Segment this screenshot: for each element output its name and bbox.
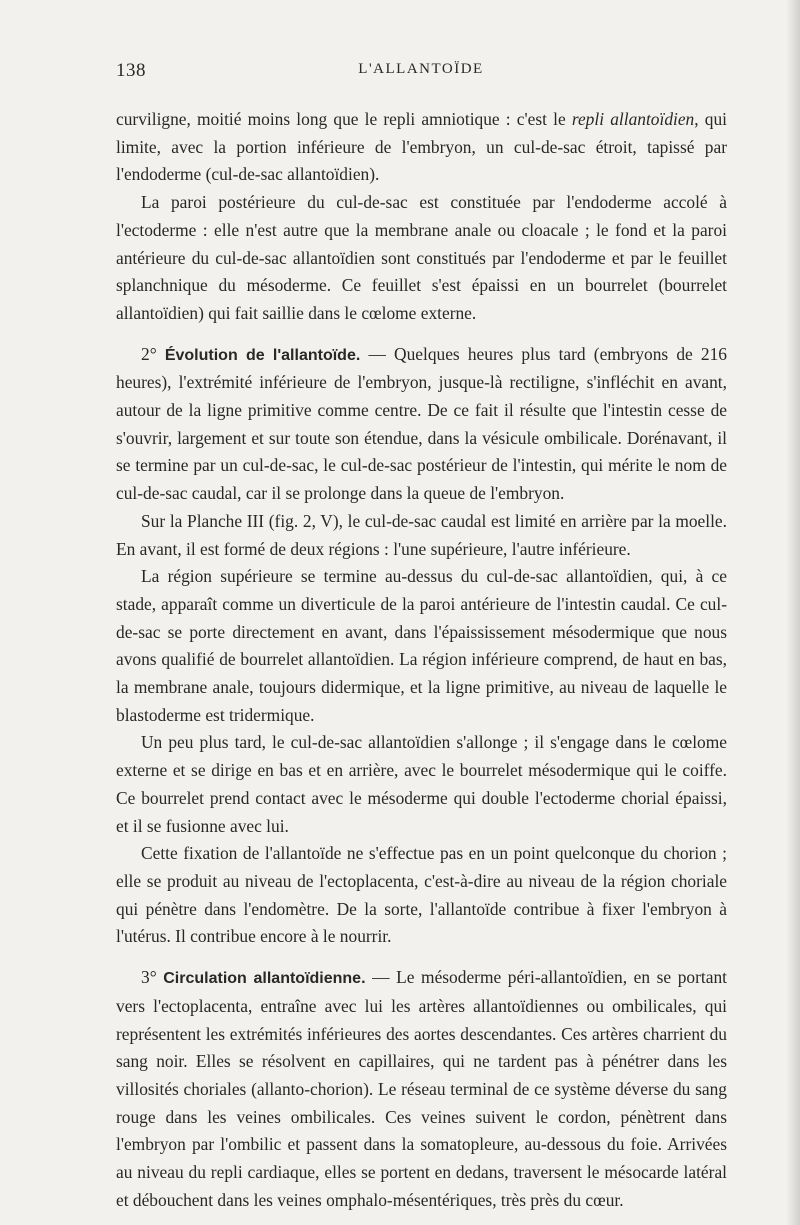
paragraph-6: Un peu plus tard, le cul-de-sac allantoïdien s'allonge ; il s'engage dans le cœlome externe et se dirige en bas et en arrière, avec le bourrelet mésodermique qui le coiffe. Ce bourrelet prend contact avec le mésoderme qui double l'ectoderme chorial épaissi, et il se fusionne avec lui. [116,732,727,836]
section-number: 2° [141,343,157,364]
page-number: 138 [116,60,146,81]
paragraph-2: La paroi postérieure du cul-de-sac est constituée par l'endoderme accolé à l'ectoderme : elle n'est autre que la membrane anale ou cloacale ; le fond et la paroi antérieure du cul-de-sac allantoïdien sont constitués par l'endoderme et par le feuillet splanchnique du mésoderme. Ce feuillet s'est épaissi en un bourrelet (bourrelet allantoïdien) qui fait saillie dans le cœlome externe. [116,192,727,323]
running-head [116,60,726,84]
paragraph-4: Sur la Planche III (fig. 2, V), le cul-de-sac caudal est limité en arrière par la moelle. En avant, il est formé de deux régions : l'une supérieure, l'autre inférieure. [116,510,727,559]
paragraph-1-end: , qui limite, avec la portion inférieure de l'embryon, un cul-de-sac étroit, tapissé par l'endoderme (cul-de-sac allantoïdien). [116,109,727,185]
paragraph-5: La région supérieure se termine au-dessus du cul-de-sac allantoïdien, qui, à ce stade, apparaît comme un diverticule de la paroi antérieure de l'intestin caudal. Ce cul-de-sac se porte directement en avant, dans l'épaississement mésodermique que nous avons qualifié de bourrelet allantoïdien. La région inférieure comprend, de haut en bas, la membrane anale, toujours didermique, et la ligne primitive, au niveau de laquelle le blastoderme est tridermique. [116,566,727,725]
section-text: — Quelques heures plus tard (embryons de 216 heures), l'extrémité inférieure de l'embryon, jusque-là rectiligne, s'infléchit en avant, autour de la ligne primitive comme centre. De ce fait il résulte que l'intestin cesse de s'ouvrir, largement et sur toute son étendue, dans la vésicule ombilicale. Dorénavant, il se termine par un cul-de-sac, le cul-de-sac postérieur de l'intestin, qui mérite le nom de cul-de-sac caudal, car il se prolonge dans la queue de l'embryon. [116,343,727,504]
section-heading: Évolution de l'allantoïde. [164,346,361,364]
paragraph-1 [116,106,727,189]
section-text: — Le mésoderme péri-allantoïdien, en se portant vers l'ectoplacenta, entraîne avec lui les artères allantoïdiennes ou ombilicales, qui représentent les extrémités inférieures des aortes descendantes. Ces artères charrient du sang noir. Elles se résolvent en capillaires, qui ne tardent pas à pénétrer dans les villosités choriales (allanto-chorion). Le réseau terminal de ce système déverse du sang rouge dans les veines ombilicales. Ces veines suivent le cordon, pénètrent dans l'embryon par l'ombilic et passent dans la somatopleure, au-dessous du foie. Arrivées au niveau du repli cardiaque, elles se portent en dedans, traversent le mésocarde latéral et débouchent dans les veines omphalo-mésentériques, très près du cœur. [116,967,727,1210]
section-circulation [116,964,727,1214]
term-repli-allantoidien: repli allantoïdien [571,109,695,129]
page-edge-shadow [786,0,800,1225]
section-heading: Circulation allantoïdienne. [163,970,366,988]
chapter-title: L'ALLANTOÏDE [358,61,484,77]
paragraph-1-start: curviligne, moitié moins long que le repli amniotique : c'est le [116,109,572,129]
section-number: 3° [141,967,157,988]
body-text [116,106,727,1214]
paragraph-7: Cette fixation de l'allantoïde ne s'effectue pas en un point quelconque du chorion ; elle se produit au niveau de l'ectoplacenta, c'est-à-dire au niveau de la région choriale qui pénètre dans l'endomètre. De la sorte, l'allantoïde contribue à fixer l'embryon à l'utérus. Il contribue encore à le nourrir. [116,843,727,947]
section-evolution [116,341,727,508]
